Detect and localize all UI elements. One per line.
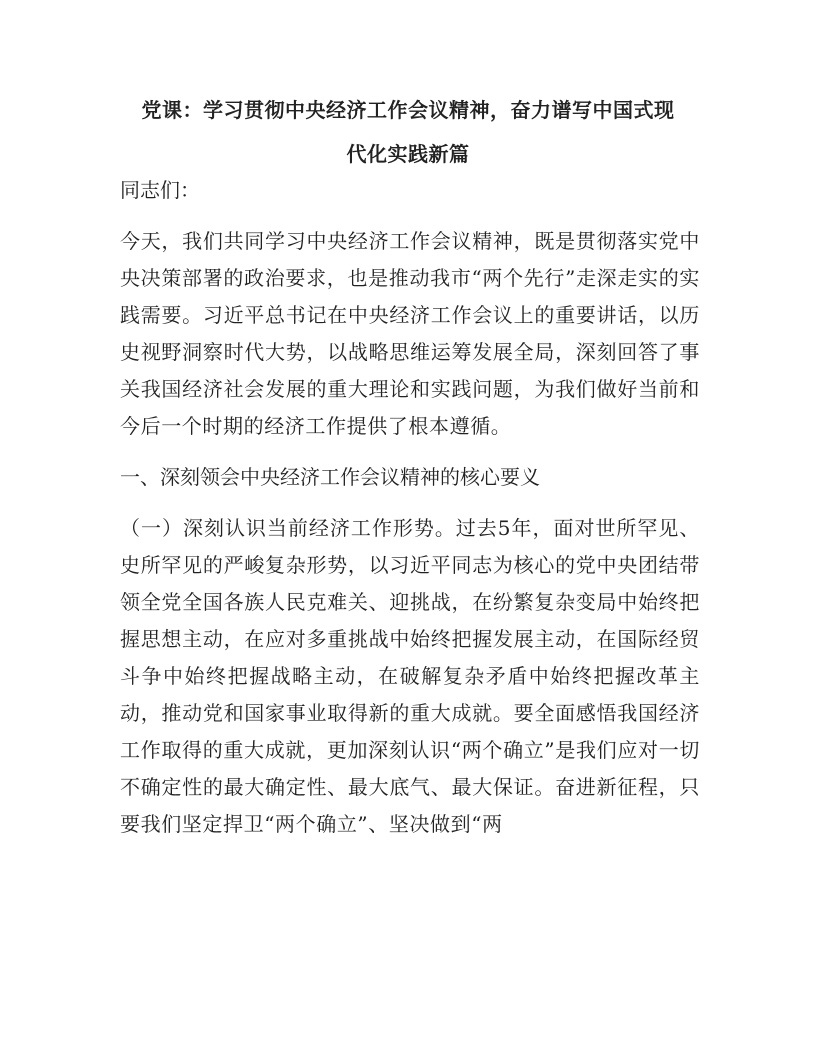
section-paragraph: （一）深刻认识当前经济工作形势。过去5年，面对世所罕见、史所罕见的严峻复杂形势，以习近平同志为核心的党中央团结带领全党全国各族人民克难关、迎挑战，在纷繁复杂变局中始终把握思想主动，在应对多重挑战中始终把握发展主动，在国际经贸斗争中始终把握战略主动，在破解复杂矛盾中始终把握改革主动，推动党和国家事业取得新的重大成就。要全面感悟我国经济工作取得的重大成就，更加深刻认识“两个确立”是我们应对一切不确定性的最大确定性、最大底气、最大保证。奋进新征程，只要我们坚定捍卫“两个确立”、坚决做到“两 [120, 516, 700, 836]
intro-paragraph: 今天，我们共同学习中央经济工作会议精神，既是贯彻落实党中央决策部署的政治要求，也是推动我市“两个先行”走深走实的实践需要。习近平总书记在中央经济工作会议上的重要讲话，以历史视野洞察时代大势，以战略思维运筹发展全局，深刻回答了事关我国经济社会发展的重大理论和实践问题，为我们做好当前和今后一个时期的经济工作提供了根本遵循。 [120, 229, 700, 438]
document-title [122, 88, 694, 176]
section-heading: 一、深刻领会中央经济工作会议精神的核心要义 [120, 465, 540, 489]
greeting: 同志们： [120, 178, 200, 202]
title-line-2: 代化实践新篇 [346, 142, 470, 166]
document-body [120, 172, 700, 857]
title-line-1: 党课：学习贯彻中央经济工作会议精神，奋力谱写中国式现 [141, 98, 675, 122]
